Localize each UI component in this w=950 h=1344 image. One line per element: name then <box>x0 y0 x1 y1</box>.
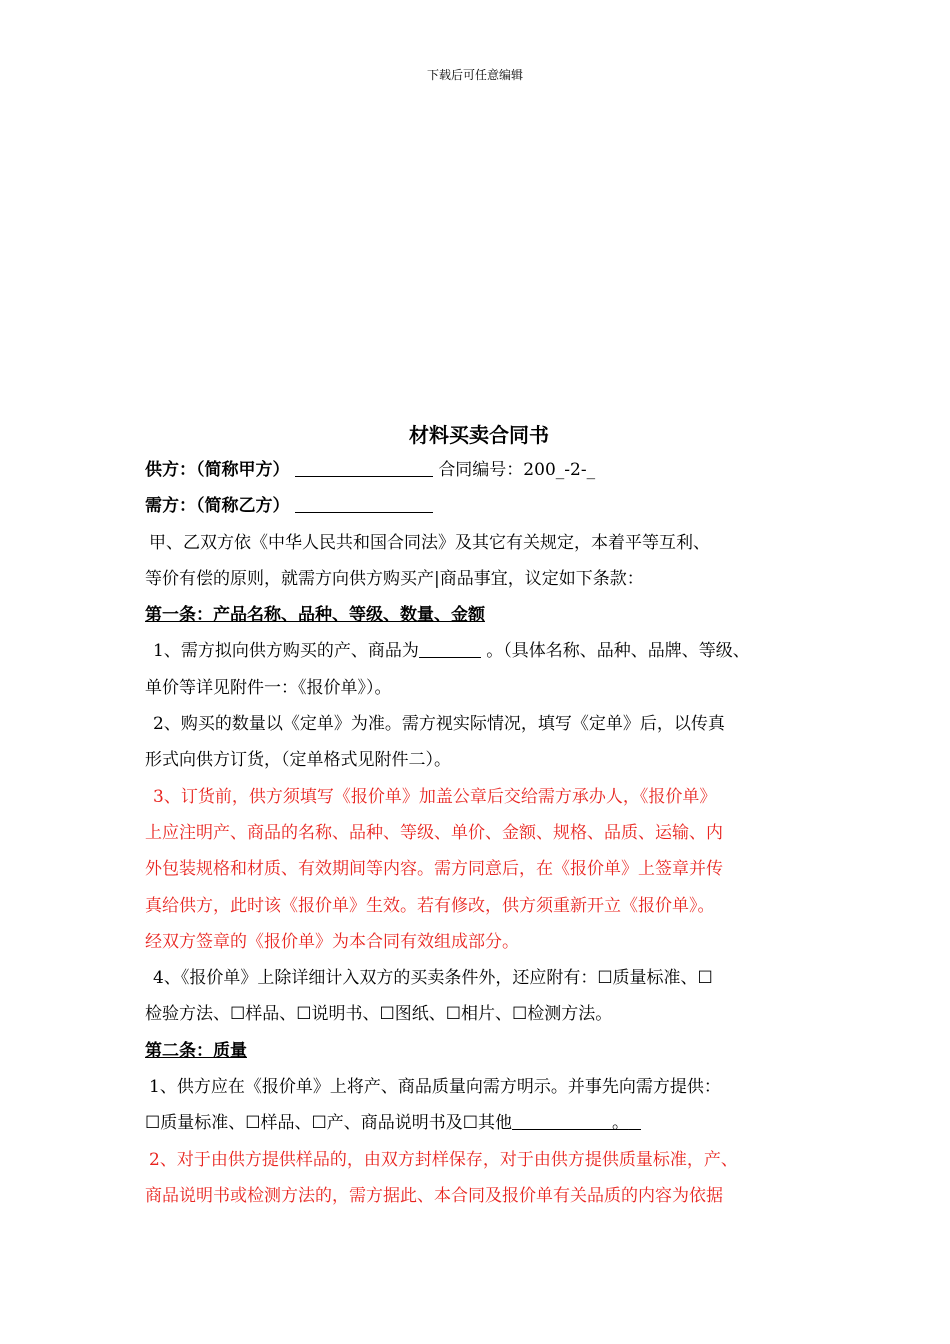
other-blank <box>512 1111 612 1130</box>
buyer-blank <box>295 494 433 513</box>
article1-clause3-line5: 经双方签章的《报价单》为本合同有效组成部分。 <box>145 931 519 952</box>
buyer-line <box>145 488 813 524</box>
trailing-blank <box>629 1111 641 1130</box>
article1-clause2-line1: 2、购买的数量以《定单》为准。需方视实际情况，填写《定单》后，以传真 <box>153 714 725 735</box>
article1-clause3-line4: 真给供方，此时该《报价单》生效。若有修改，供方须重新开立《报价单》。 <box>145 895 715 916</box>
clause-text: 1、需方拟向供方购买的产、商品为 <box>153 641 419 662</box>
article1-clause3-line2: 上应注明产、商品的名称、品种、等级、单价、金额、规格、品质、运输、内 <box>145 822 723 843</box>
supplier-blank <box>295 458 433 477</box>
article1-clause4-line1: 4、《报价单》上除详细计入双方的买卖条件外，还应附有：☐质量标准、☐ <box>153 968 713 989</box>
article1-clause2-line2: 形式向供方订货，（定单格式见附件二）。 <box>145 750 451 771</box>
supplier-label: 供方：（简称甲方） <box>145 460 290 480</box>
article1-clause1-line2: 单价等详见附件一：《报价单》）。 <box>145 677 392 698</box>
clause-text: ☐质量标准、☐样品、☐产、商品说明书及☐其他 <box>145 1113 512 1134</box>
contract-document <box>145 418 813 1214</box>
clause-text: 。 <box>611 1113 629 1134</box>
buyer-label: 需方：（简称乙方） <box>145 496 290 517</box>
article2-clause2-line2: 商品说明书或检测方法的，需方据此、本合同及报价单有关品质的内容为依据 <box>145 1185 723 1206</box>
article2-heading: 第二条：质量 <box>145 1040 247 1061</box>
product-blank <box>419 639 481 658</box>
article1-clause3-line3: 外包装规格和材质、有效期间等内容。需方同意后，在《报价单》上签章并传 <box>145 859 723 880</box>
article2-clause1-line1: 1、供方应在《报价单》上将产、商品质量向需方明示。并事先向需方提供： <box>149 1077 721 1098</box>
contract-number: 合同编号：200_-2-_ <box>438 460 596 480</box>
article2-clause1-line2 <box>145 1105 813 1141</box>
clause-text: 。（具体名称、品种、品牌、等级、 <box>486 641 750 662</box>
article1-clause1-line1 <box>145 633 813 669</box>
intro-line-1: 甲、乙双方依《中华人民共和国合同法》及其它有关规定，本着平等互利、 <box>149 532 710 553</box>
article1-clause4-line2: 检验方法、☐样品、☐说明书、☐图纸、☐相片、☐检测方法。 <box>145 1004 613 1025</box>
supplier-line <box>145 452 813 488</box>
document-title: 材料买卖合同书 <box>409 423 549 447</box>
header-note: 下载后可任意编辑 <box>426 68 523 82</box>
article1-clause3-line1: 3、订货前，供方须填写《报价单》加盖公章后交给需方承办人，《报价单》 <box>153 786 717 807</box>
intro-line-2: 等价有偿的原则，就需方向供方购买产|商品事宜，议定如下条款： <box>145 568 644 589</box>
article2-clause2-line1: 2、对于由供方提供样品的，由双方封样保存，对于由供方提供质量标准，产、 <box>149 1149 738 1170</box>
article1-heading: 第一条：产品名称、品种、等级、数量、金额 <box>145 605 485 626</box>
